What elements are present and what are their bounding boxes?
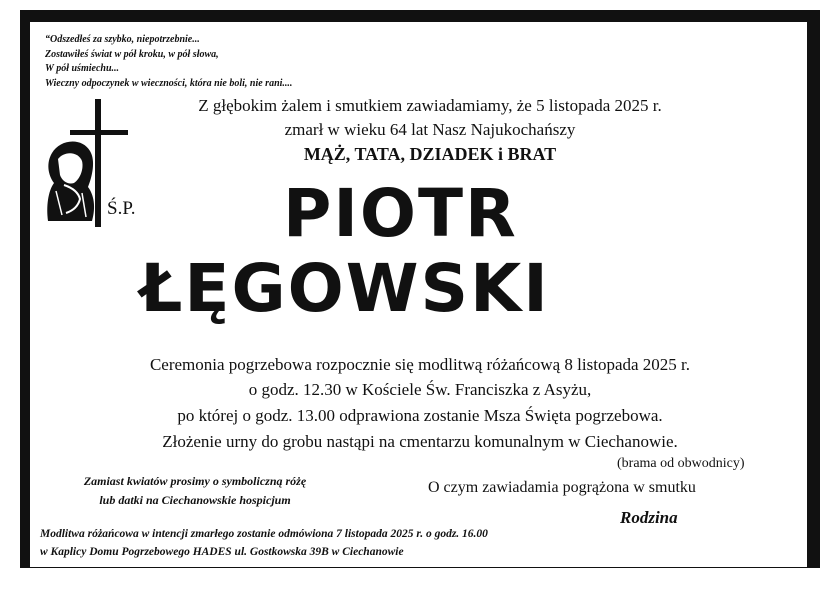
praying-figure-icon	[47, 141, 94, 221]
rosary-line: w Kaplicy Domu Pogrzebowego HADES ul. Gostkowska 39B w Ciechanowie	[40, 546, 404, 558]
announcement-line-1: Z głębokim żalem i smutkiem zawiadamiamy, że 5 listopada 2025 r.	[198, 96, 662, 115]
funeral-home-footer: ZUP HADES, ul. Gostkowska 39 B Ciechanów, tel. 662198820, 236721488	[30, 574, 443, 588]
deceased-first-name: PIOTR	[283, 175, 518, 252]
poem	[45, 33, 292, 91]
poem-line: Zostawiłeś świat w pół kroku, w pół słowa,	[45, 48, 219, 60]
ceremony-line-3: po której o godz. 13.00 odprawiona zostanie Msza Święta pogrzebowa.	[177, 406, 663, 425]
signoff-text: O czym zawiadamia pogrążona w smutku	[428, 479, 696, 496]
gate-note: (brama od obwodnicy)	[617, 456, 745, 471]
poem-line: Wieczny odpoczynek w wieczności, która nie boli, nie rani....	[45, 77, 293, 89]
ceremony-line-1: Ceremonia pogrzebowa rozpocznie się modlitwą różańcową 8 listopada 2025 r.	[149, 355, 691, 374]
poem-line: “Odszedłeś za szybko, niepotrzebnie...	[45, 34, 200, 45]
deceased-last-name: ŁĘGOWSKI	[140, 250, 550, 327]
relation-line: MĄŻ, TATA, DZIADEK i BRAT	[303, 144, 557, 164]
request-line: lub datki na Ciechanowskie hospicjum	[99, 493, 291, 507]
rosary-note	[40, 525, 488, 561]
sp-prefix: Ś.P.	[107, 198, 136, 219]
rosary-line: Modlitwa różańcowa w intencji zmarłego zostanie odmówiona 7 listopada 2025 r. o godz. 16.00	[40, 528, 488, 540]
request-line: Zamiast kwiatów prosimy o symboliczną różę	[83, 474, 307, 488]
announcement-line-2: zmarł w wieku 64 lat Nasz Najukochańszy	[284, 120, 576, 139]
poem-line: W pół uśmiechu...	[45, 63, 119, 74]
ceremony-line-4: Złożenie urny do grobu nastąpi na cmentarzu komunalnym w Ciechanowie.	[162, 432, 678, 451]
ceremony-line-2: o godz. 12.30 w Kościele Św. Franciszka z Asyżu,	[248, 380, 592, 399]
flowers-request	[40, 472, 350, 510]
family-signature: Rodzina	[620, 508, 678, 527]
